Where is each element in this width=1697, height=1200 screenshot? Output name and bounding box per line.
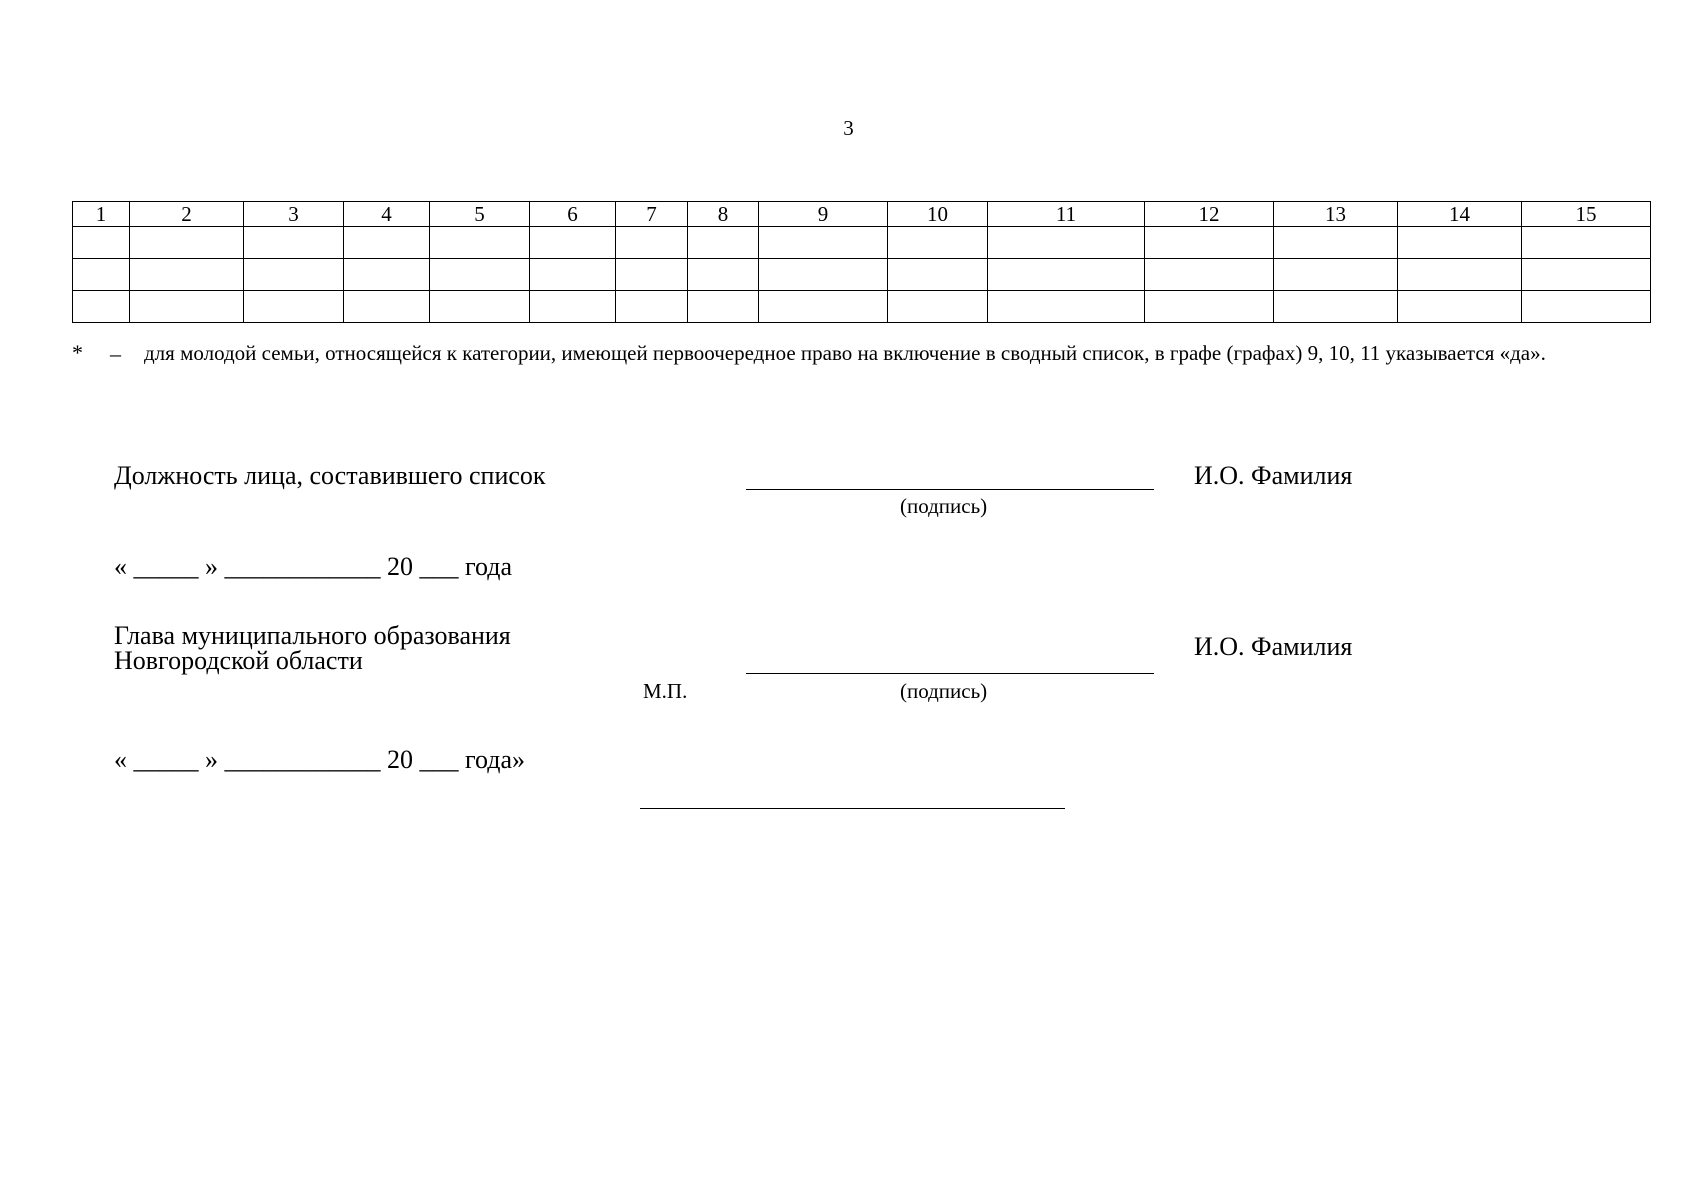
- column-number-4: 4: [344, 202, 430, 227]
- table-cell: [688, 227, 759, 259]
- column-number-10: 10: [888, 202, 988, 227]
- table-cell: [688, 259, 759, 291]
- table-cell: [1398, 259, 1522, 291]
- column-number-3: 3: [244, 202, 344, 227]
- table-cell: [130, 259, 244, 291]
- table-cell: [530, 227, 616, 259]
- table-cell: [130, 291, 244, 323]
- table-cell: [759, 291, 888, 323]
- table-cell: [430, 227, 530, 259]
- footnote-dash: –: [110, 341, 121, 366]
- table-cell: [1145, 227, 1274, 259]
- table-cell: [244, 259, 344, 291]
- column-number-11: 11: [988, 202, 1145, 227]
- compiler-signature-caption: (подпись): [900, 494, 988, 518]
- table-cell: [759, 227, 888, 259]
- column-number-6: 6: [530, 202, 616, 227]
- table-cell: [73, 227, 130, 259]
- table-cell: [616, 259, 688, 291]
- table-cell: [244, 227, 344, 259]
- column-number-14: 14: [1398, 202, 1522, 227]
- table-cell: [1274, 259, 1398, 291]
- table-cell: [1522, 291, 1651, 323]
- table-cell: [344, 291, 430, 323]
- head-name: И.О. Фамилия: [1194, 632, 1353, 661]
- table-cell: [988, 227, 1145, 259]
- table-cell: [888, 227, 988, 259]
- seal-label: М.П.: [643, 679, 688, 703]
- table-cell: [1274, 227, 1398, 259]
- table-cell: [1274, 291, 1398, 323]
- footnote-text: для молодой семьи, относящейся к категории, имеющей первоочередное право на включение в сводный список, в графе (графах) 9, 10, 11 указывается «да».: [144, 341, 1546, 365]
- table-cell: [888, 259, 988, 291]
- column-number-8: 8: [688, 202, 759, 227]
- column-number-13: 13: [1274, 202, 1398, 227]
- table-cell: [759, 259, 888, 291]
- table-cell: [73, 259, 130, 291]
- table-cell: [530, 259, 616, 291]
- head-signature-line: [746, 673, 1154, 674]
- page-number: 3: [843, 116, 854, 140]
- table-cell: [1522, 227, 1651, 259]
- table-cell: [616, 227, 688, 259]
- table-cell: [344, 259, 430, 291]
- table-cell: [688, 291, 759, 323]
- table-cell: [73, 291, 130, 323]
- column-number-1: 1: [73, 202, 130, 227]
- table-header-row: [73, 202, 1651, 227]
- table-cell: [430, 291, 530, 323]
- column-number-5: 5: [430, 202, 530, 227]
- column-number-7: 7: [616, 202, 688, 227]
- table-cell: [1398, 291, 1522, 323]
- table-cell: [1398, 227, 1522, 259]
- table-cell: [430, 259, 530, 291]
- closing-rule: [640, 808, 1065, 809]
- head-position-line2: Новгородской области: [114, 646, 363, 675]
- table-cell: [130, 227, 244, 259]
- column-number-15: 15: [1522, 202, 1651, 227]
- table-row: [73, 291, 1651, 323]
- head-signature-caption: (подпись): [900, 679, 988, 703]
- compiler-position-label: Должность лица, составившего список: [114, 461, 546, 490]
- compiler-name: И.О. Фамилия: [1194, 461, 1353, 490]
- data-table: [72, 201, 1651, 323]
- compiler-date: « _____ » ____________ 20 ___ года: [114, 552, 513, 581]
- column-number-9: 9: [759, 202, 888, 227]
- table-cell: [1145, 259, 1274, 291]
- footnote-marker: *: [72, 340, 83, 365]
- column-number-12: 12: [1145, 202, 1274, 227]
- table-cell: [344, 227, 430, 259]
- table-cell: [1522, 259, 1651, 291]
- table-row: [73, 259, 1651, 291]
- column-number-2: 2: [130, 202, 244, 227]
- compiler-signature-line: [746, 489, 1154, 490]
- table-row: [73, 227, 1651, 259]
- head-date: « _____ » ____________ 20 ___ года»: [114, 745, 526, 774]
- table-cell: [988, 291, 1145, 323]
- table-cell: [1145, 291, 1274, 323]
- table-cell: [244, 291, 344, 323]
- head-position-line1: Глава муниципального образования: [114, 621, 511, 650]
- table-cell: [888, 291, 988, 323]
- table-cell: [530, 291, 616, 323]
- table-cell: [988, 259, 1145, 291]
- table-cell: [616, 291, 688, 323]
